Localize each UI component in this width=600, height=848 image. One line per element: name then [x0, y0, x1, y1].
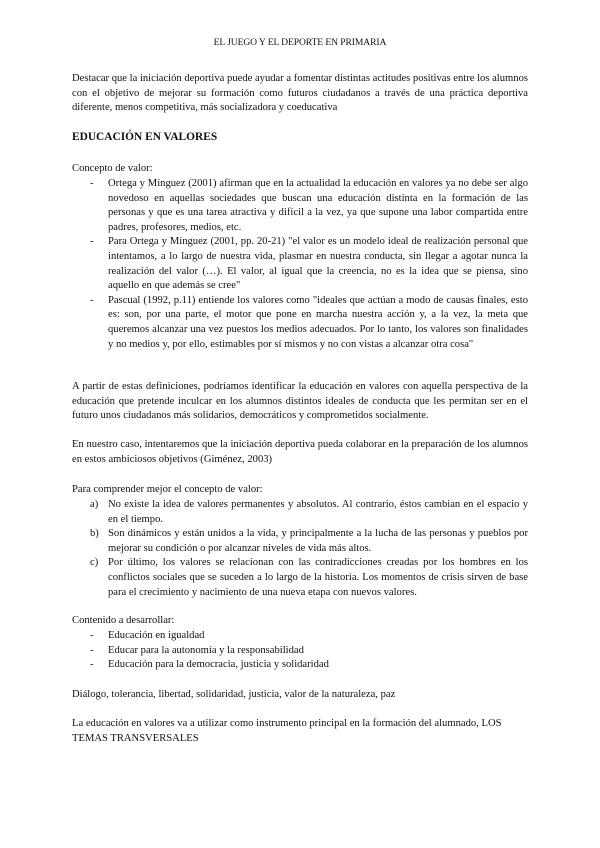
definition-text: Pascual (1992, p.11) entiende los valores como "ideales que actúan a modo de causas finales, esto es: son, por una parte, el motor que pone en marcha nuestra acción y, a la vez, la meta que queremos alcanzar una vez puestos los medios adecuados. Por lo tanto, los valores son finalidades y no medios y, por ello, estimables por sí mismos y no con vistas a alcanzar otra cosa" — [108, 294, 528, 350]
point-text: Por último, los valores se relacionan con las contradicciones creadas por los hombres en los conflictos sociales que se suceden a lo largo de la historia. Los momentos de crisis sirven de base para el crecimiento y nacimiento de una nueva etapa con nuevos valores. — [108, 557, 528, 598]
content-text: Educar para la autonomía y la responsabilidad — [108, 644, 304, 656]
values-line: Diálogo, tolerancia, libertad, solidaridad, justicia, valor de la naturaleza, paz — [72, 689, 396, 700]
point-text: No existe la idea de valores permanentes y absolutos. Al contrario, éstos cambian en el espacio y en el tiempo. — [108, 499, 528, 525]
definition-text: Ortega y Mínguez (2001) afirman que en la actualidad la educación en valores ya no debe ser algo novedoso en aquellas sociedades que buscan una educación distinta en la formación de las personas y que es una tarea atractiva y difícil a la vez, ya que supone una labor compartida entre padres, profesores, medios, etc. — [108, 178, 528, 233]
concept-label: Concepto de valor: — [72, 163, 153, 174]
section-heading: EDUCACIÓN EN VALORES — [72, 131, 218, 143]
list-item — [90, 527, 528, 556]
contents-list — [90, 629, 528, 673]
running-header: EL JUEGO Y EL DEPORTE EN PRIMARIA — [213, 37, 387, 48]
point-text: Son dinámicos y están unidos a la vida, y principalmente a la lucha de las personas y pueblos por mejorar su condición o por alcanzar niveles de vida más altos. — [108, 528, 528, 554]
closing-paragraph: La educación en valores va a utilizar como instrumento principal en la formación del alumnado, LOS TEMAS TRANSVERSALES — [72, 718, 502, 744]
paragraph-definitions: A partir de estas definiciones, podríamos identificar la educación en valores con aquella perspectiva de la educación que pretende inculcar en los alumnos distintos ideales de conducta que les permitan ser en el futuro unos ciudadanos más solidarios, democráticos y comprometidos socialmente. — [72, 381, 528, 422]
content-text: Educación para la democracia, justicia y solidaridad — [108, 659, 329, 671]
list-letter: a) — [90, 499, 99, 510]
list-letter: b) — [90, 528, 99, 540]
intro-paragraph: Destacar que la iniciación deportiva puede ayudar a fomentar distintas actitudes positivas entre los alumnos con el objetivo de mejorar su formación como futuros ciudadanos a través de una práctica deportiva diferente, menos competitiva, más socializadora y coeducativa — [72, 73, 528, 114]
list-item — [90, 294, 528, 352]
list-dash: - — [90, 644, 94, 656]
value-points-list — [90, 498, 528, 600]
content-label: Contenido a desarrollar: — [72, 615, 175, 626]
list-dash: - — [90, 659, 94, 671]
list-item — [90, 498, 528, 527]
list-item — [90, 658, 528, 673]
list-item — [90, 644, 528, 659]
list-dash: - — [90, 236, 94, 248]
definition-text: Para Ortega y Mínguez (2001, pp. 20-21) "el valor es un modelo ideal de realización personal que intentamos, a lo largo de nuestra vida, plasmar en nuestra conducta, sin llegar a agotar nunca la realización del valor (…). El valor, al igual que la creencia, no es la idea que se piensa, sino aquello en que además se cree" — [108, 236, 528, 292]
list-dash: - — [90, 630, 94, 641]
list-letter: c) — [90, 557, 99, 569]
list-item — [90, 177, 528, 235]
list-item — [90, 235, 528, 293]
list-item — [90, 556, 528, 600]
list-dash: - — [90, 294, 94, 306]
list-item — [90, 629, 528, 644]
paragraph-our-case: En nuestro caso, intentaremos que la iniciación deportiva pueda colaborar en la preparación de los alumnos en estos ambiciosos objetivos (Giménez, 2003) — [72, 439, 528, 465]
definitions-list — [90, 177, 528, 352]
content-text: Educación en igualdad — [108, 630, 205, 641]
list-dash: - — [90, 178, 94, 189]
understand-label: Para comprender mejor el concepto de valor: — [72, 484, 263, 495]
